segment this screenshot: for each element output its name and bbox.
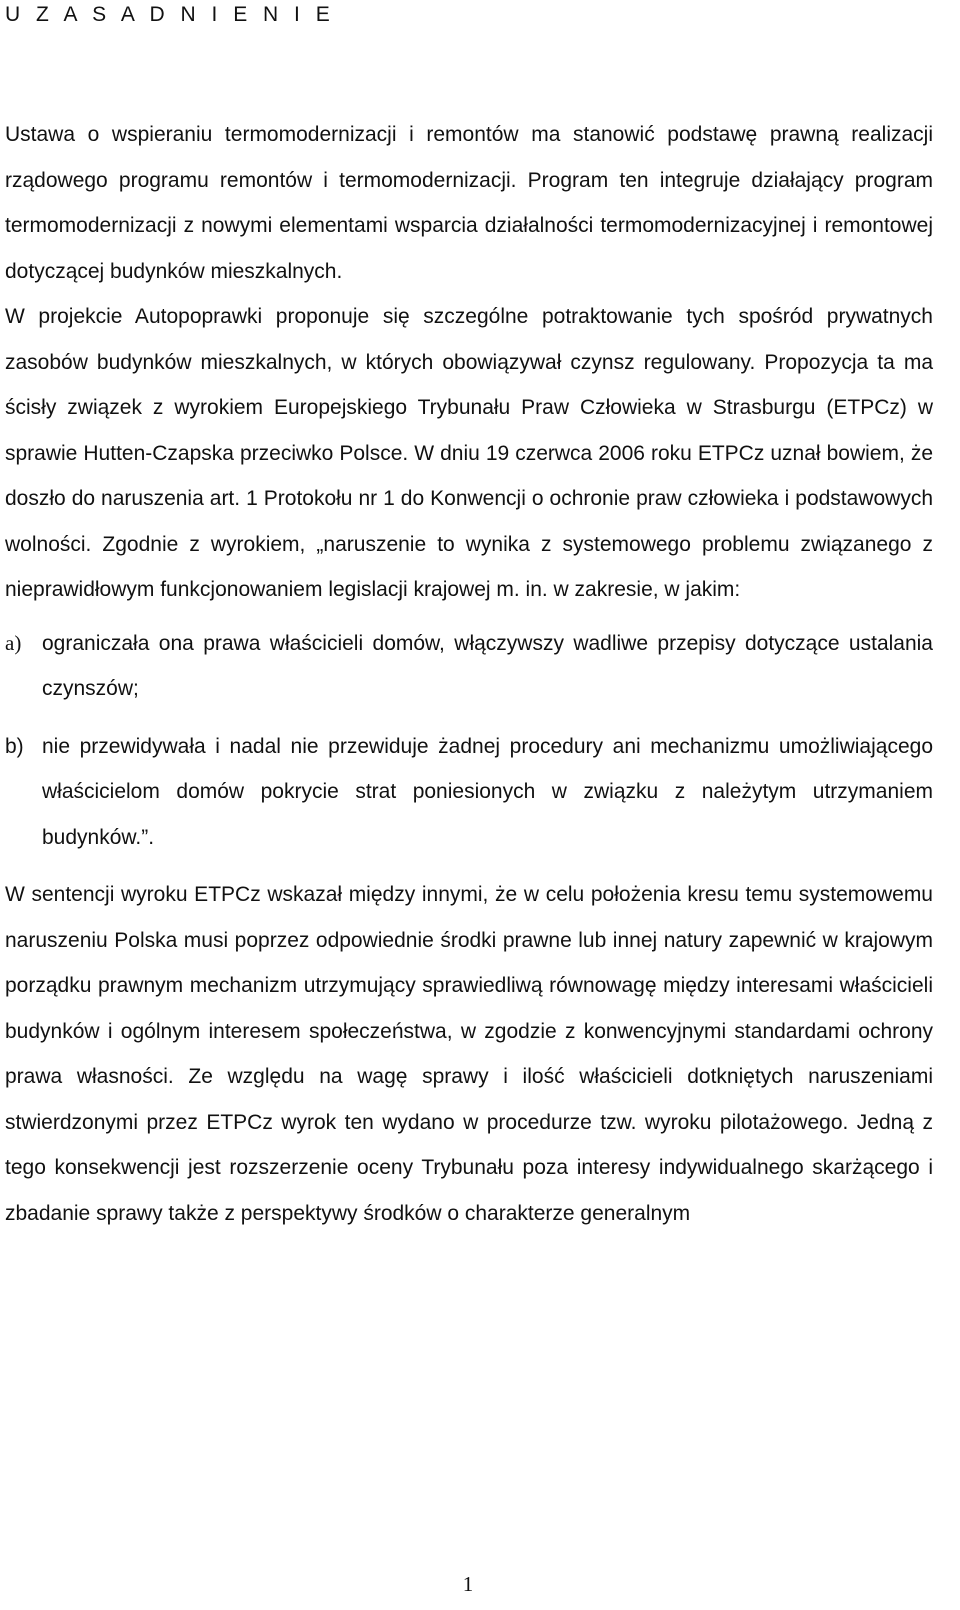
document-page — [5, 0, 933, 1236]
list-marker: a) — [5, 630, 22, 655]
paragraph-autopoprawka: W projekcie Autopoprawki proponuje się szczególne potraktowanie tych spośród prywatnych zasobów budynków mieszkalnych, w których obowiązywał czynsz regulowany. Propozycja ta ma ścisły związek z wyrokiem Europejskiego Trybunału Praw Człowieka w Strasburgu (ETPCz) w sprawie Hutten-Czapska przeciwko Polsce. W dniu 19 czerwca 2006 roku ETPCz uznał bowiem, że doszło do naruszenia art. 1 Protokołu nr 1 do Konwencji o ochronie praw człowieka i podstawowych wolności. Zgodnie z wyrokiem, „naruszenie to wynika z systemowego problemu związanego z nieprawidłowym funkcjonowaniem legislacji krajowej m. in. w zakresie, w jakim: — [5, 305, 933, 601]
document-title: U Z A S A D N I E N I E — [5, 3, 335, 26]
list-marker: b) — [5, 734, 24, 758]
list-item — [5, 724, 933, 861]
judgment-points-list — [5, 621, 933, 861]
list-item-text: nie przewidywała i nadal nie przewiduje żadnej procedury ani mechanizmu umożliwiającego właścicielom domów pokrycie strat poniesionych w związku z należytym utrzymaniem budynków.”. — [42, 734, 933, 849]
paragraph-intro: Ustawa o wspieraniu termomodernizacji i remontów ma stanowić podstawę prawną realizacji rządowego programu remontów i termomodernizacji. Program ten integruje działający program termomodernizacji z nowymi elementami wsparcia działalności termomodernizacyjnej i remontowej dotyczącej budynków mieszkalnych. — [5, 123, 933, 283]
paragraph-sentence: W sentencji wyroku ETPCz wskazał między innymi, że w celu położenia kresu temu systemowemu naruszeniu Polska musi poprzez odpowiednie środki prawne lub innej natury zapewnić w krajowym porządku prawnym mechanizm utrzymujący sprawiedliwą równowagę między interesami właścicieli budynków i ogólnym interesem społeczeństwa, w zgodzie z konwencyjnymi standardami ochrony prawa własności. Ze względu na wagę sprawy i ilość właścicieli dotkniętych naruszeniami stwierdzonymi przez ETPCz wyrok ten wydano w procedurze tzw. wyroku pilotażowego. Jedną z tego konsekwencji jest rozszerzenie oceny Trybunału poza interesy indywidualnego skarżącego i zbadanie sprawy także z perspektywy środków o charakterze generalnym — [5, 883, 933, 1225]
list-item — [5, 621, 933, 712]
list-item-text: ograniczała ona prawa właścicieli domów, włączywszy wadliwe przepisy dotyczące ustalania czynszów; — [42, 631, 933, 700]
page-number: 1 — [462, 1572, 474, 1596]
